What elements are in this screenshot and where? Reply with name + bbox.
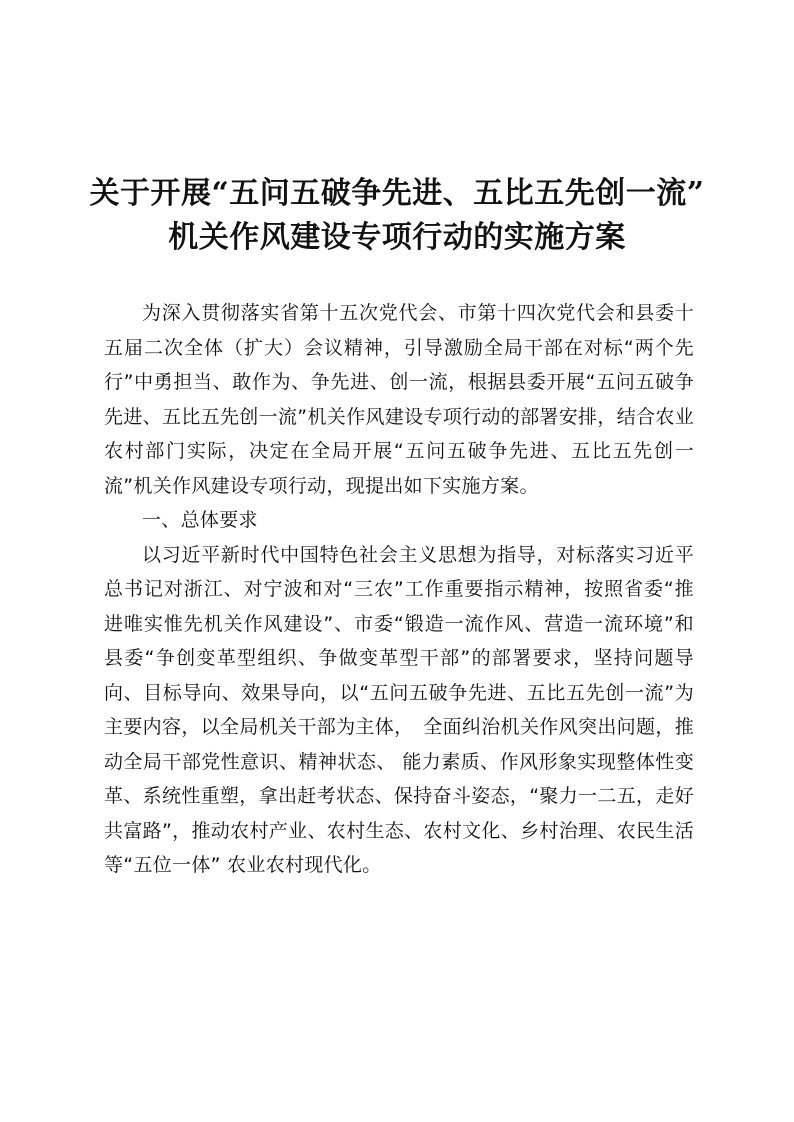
document-title [0, 172, 794, 260]
title-line-2: 机关作风建设专项行动的实施方案 [168, 220, 626, 255]
intro-paragraph: 为深入贯彻落实省第十五次党代会、市第十四次党代会和县委十五届二次全体（扩大）会议精神，引导激励全局干部在对标“两个先行”中勇担当、敢作为、争先进、创一流，根据县委开展“五问五破争先进、五比五先创一流”机关作风建设专项行动的部署安排，结合农业农村部门实际，决定在全局开展“五问五破争先进、五比五先创一流”机关作风建设专项行动，现提出如下实施方案。 [104, 302, 694, 497]
title-line-1: 关于开展“五问五破争先进、五比五先创一流” [89, 176, 705, 211]
section-heading-general-requirements: 一、总体要求 [142, 509, 258, 531]
general-requirements-paragraph: 以习近平新时代中国特色社会主义思想为指导，对标落实习近平总书记对浙江、对宁波和对“三农”工作重要指示精神，按照省委“推进唯实惟先机关作风建设”、市委“锻造一流作风、营造一流环境”和县委“争创变革型组织、争做变革型干部”的部署要求，坚持问题导向、目标导向、效果导向，以“五问五破争先进、五比五先创一流”为主要内容，以全局机关干部为主体， 全面纠治机关作风突出问题，推动全局干部党性意识、精神状态、 能力素质、作风形象实现整体性变革、系统性重塑，拿出赶考状态、保持奋斗姿态，“聚力一二五，走好共富路”，推动农村产业、农村生态、农村文化、乡村治理、农民生活等“五位一体” 农业农村现代化。 [104, 543, 694, 876]
document-body [104, 296, 694, 883]
